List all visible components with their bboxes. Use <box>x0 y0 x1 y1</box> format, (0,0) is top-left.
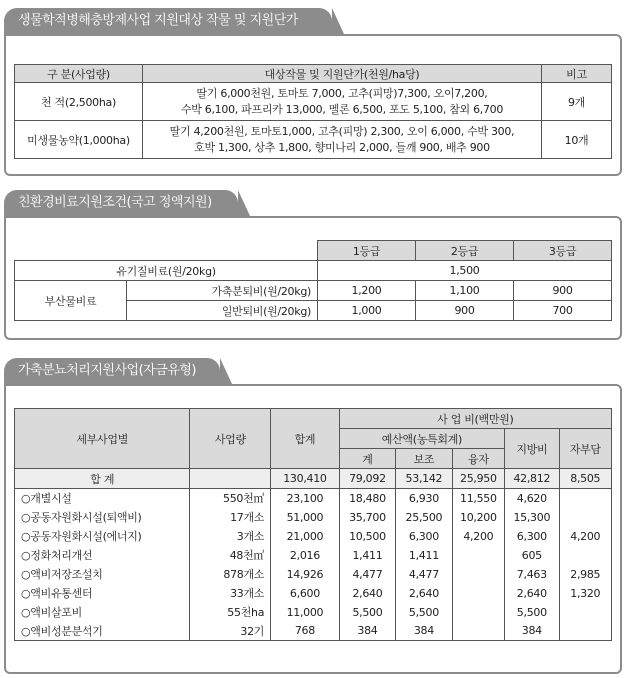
header-self: 자부담 <box>559 429 611 469</box>
header-grade-3: 3등급 <box>514 241 612 261</box>
section-title: 생물학적병해충방제사업 지원대상 작물 및 지원단가 <box>4 8 332 34</box>
crops-line: 호박 1,300, 상추 1,800, 향미나리 2,000, 들깨 900, 배추 900 <box>194 140 490 154</box>
header-note: 비고 <box>542 65 612 83</box>
total-loan: 25,950 <box>452 469 504 489</box>
header-total: 합계 <box>271 409 340 469</box>
crops-line: 딸기 6,000천원, 토마토 7,000, 고추(피망)7,300, 오이7,200, <box>196 86 488 100</box>
cell-local: 7,463 <box>505 565 559 584</box>
cell-item: ○개별시설 <box>15 489 190 508</box>
crops-line: 딸기 4,200천원, 토마토1,000, 고추(피망) 2,300, 오이 6,000, 수박 300, <box>169 124 515 138</box>
section-box <box>4 216 622 340</box>
header-sum: 계 <box>339 449 395 469</box>
table-row <box>15 83 612 121</box>
table-row <box>15 603 612 622</box>
row-note: 10개 <box>542 121 612 159</box>
manure-rows <box>15 489 612 641</box>
total-self: 8,505 <box>559 469 611 489</box>
cell-subsidy: 2,640 <box>396 584 452 603</box>
cell-total: 51,000 <box>271 508 340 527</box>
row-crops <box>143 83 542 121</box>
cell-self <box>559 622 611 641</box>
section-box <box>4 384 622 674</box>
total-subsidy: 53,142 <box>396 469 452 489</box>
cell-local: 384 <box>505 622 559 641</box>
fertilizer-table <box>14 240 612 321</box>
cell-loan: 11,550 <box>452 489 504 508</box>
section-box <box>4 34 622 176</box>
cell-loan: 4,200 <box>452 527 504 546</box>
cell-item: ○액비성분분석기 <box>15 622 190 641</box>
manure-table <box>14 408 612 641</box>
cell-local: 605 <box>505 546 559 565</box>
header-qty: 사업량 <box>190 409 271 469</box>
cell-sum: 4,477 <box>339 565 395 584</box>
total-sum: 79,092 <box>339 469 395 489</box>
cell-item: ○액비살포비 <box>15 603 190 622</box>
cell-self <box>559 603 611 622</box>
cell-qty: 33개소 <box>190 584 271 603</box>
cell-total: 11,000 <box>271 603 340 622</box>
section-fertilizer-support <box>4 190 622 340</box>
cell-sum: 384 <box>339 622 395 641</box>
table-row <box>15 546 612 565</box>
cell-loan <box>452 546 504 565</box>
cell-local: 5,500 <box>505 603 559 622</box>
organic-value: 1,500 <box>318 261 612 281</box>
cell-subsidy: 1,411 <box>396 546 452 565</box>
cell-self <box>559 489 611 508</box>
table-row <box>15 527 612 546</box>
section-title: 가축분뇨처리지원사업(자금유형) <box>4 358 220 384</box>
total-label: 합 계 <box>15 469 190 489</box>
cell-subsidy: 384 <box>396 622 452 641</box>
total-local: 42,812 <box>505 469 559 489</box>
header-local: 지방비 <box>505 429 559 469</box>
cell-qty: 32기 <box>190 622 271 641</box>
organic-label: 유기질비료(원/20kg) <box>15 261 318 281</box>
row-category: 미생물농약(1,000ha) <box>15 121 143 159</box>
cell-qty: 550천㎥ <box>190 489 271 508</box>
section-manure-support <box>4 358 622 674</box>
cell-qty: 55천ha <box>190 603 271 622</box>
crop-support-table <box>14 64 612 159</box>
cell-loan <box>452 603 504 622</box>
byproduct-row-label: 가축분퇴비(원/20kg) <box>127 281 318 301</box>
table-row <box>15 565 612 584</box>
grade-value: 700 <box>514 301 612 321</box>
cell-sum: 10,500 <box>339 527 395 546</box>
grade-value: 900 <box>514 281 612 301</box>
cell-qty: 48천㎥ <box>190 546 271 565</box>
header-subsidy: 보조 <box>396 449 452 469</box>
cell-subsidy: 6,930 <box>396 489 452 508</box>
cell-self: 1,320 <box>559 584 611 603</box>
cell-local: 6,300 <box>505 527 559 546</box>
cell-subsidy: 25,500 <box>396 508 452 527</box>
cell-qty: 878개소 <box>190 565 271 584</box>
cell-local: 15,300 <box>505 508 559 527</box>
header-national: 예산액(농특회계) <box>339 429 504 449</box>
cell-loan <box>452 584 504 603</box>
table-row <box>15 121 612 159</box>
grade-value: 1,100 <box>416 281 514 301</box>
cell-sum: 5,500 <box>339 603 395 622</box>
row-crops <box>143 121 542 159</box>
cell-total: 14,926 <box>271 565 340 584</box>
crops-line: 수박 6,100, 파프리카 13,000, 멜론 6,500, 포도 5,100, 참외 6,700 <box>180 102 504 116</box>
cell-loan: 10,200 <box>452 508 504 527</box>
cell-item: ○공동자원화시설(에너지) <box>15 527 190 546</box>
cell-total: 23,100 <box>271 489 340 508</box>
table-row <box>15 489 612 508</box>
byproduct-row-label: 일반퇴비(원/20kg) <box>127 301 318 321</box>
cell-self <box>559 508 611 527</box>
cell-qty: 3개소 <box>190 527 271 546</box>
cell-sum: 35,700 <box>339 508 395 527</box>
cell-loan <box>452 565 504 584</box>
cell-total: 21,000 <box>271 527 340 546</box>
cell-total: 2,016 <box>271 546 340 565</box>
cell-item: ○정화처리개선 <box>15 546 190 565</box>
cell-subsidy: 6,300 <box>396 527 452 546</box>
header-category: 구 분(사업량) <box>15 65 143 83</box>
row-category: 천 적(2,500ha) <box>15 83 143 121</box>
cell-local: 2,640 <box>505 584 559 603</box>
total-total: 130,410 <box>271 469 340 489</box>
header-grade-1: 1등급 <box>318 241 416 261</box>
cell-local: 4,620 <box>505 489 559 508</box>
cell-sum: 2,640 <box>339 584 395 603</box>
header-crops: 대상작물 및 지원단가(천원/ha당) <box>143 65 542 83</box>
cell-total: 6,600 <box>271 584 340 603</box>
cell-item: ○액비저장조설치 <box>15 565 190 584</box>
table-row <box>15 281 612 301</box>
table-row <box>15 508 612 527</box>
grade-value: 1,200 <box>318 281 416 301</box>
cell-self: 2,985 <box>559 565 611 584</box>
header-grade-2: 2등급 <box>416 241 514 261</box>
table-row <box>15 584 612 603</box>
cell-self <box>559 546 611 565</box>
cell-item: ○액비유통센터 <box>15 584 190 603</box>
header-blank <box>15 241 318 261</box>
cell-sum: 18,480 <box>339 489 395 508</box>
cell-self: 4,200 <box>559 527 611 546</box>
header-loan: 융자 <box>452 449 504 469</box>
grade-value: 1,000 <box>318 301 416 321</box>
grade-value: 900 <box>416 301 514 321</box>
cell-total: 768 <box>271 622 340 641</box>
total-row <box>15 469 612 489</box>
cell-subsidy: 4,477 <box>396 565 452 584</box>
total-qty <box>190 469 271 489</box>
table-row <box>15 261 612 281</box>
header-item: 세부사업별 <box>15 409 190 469</box>
cell-item: ○공동자원화시설(퇴액비) <box>15 508 190 527</box>
section-crop-support <box>4 8 622 176</box>
cell-qty: 17개소 <box>190 508 271 527</box>
byproduct-label: 부산물비료 <box>15 281 127 321</box>
cell-loan <box>452 622 504 641</box>
section-title: 친환경비료지원조건(국고 정액지원) <box>4 190 238 216</box>
header-budget: 사 업 비(백만원) <box>339 409 611 429</box>
cell-subsidy: 5,500 <box>396 603 452 622</box>
cell-sum: 1,411 <box>339 546 395 565</box>
row-note: 9개 <box>542 83 612 121</box>
table-row <box>15 622 612 641</box>
